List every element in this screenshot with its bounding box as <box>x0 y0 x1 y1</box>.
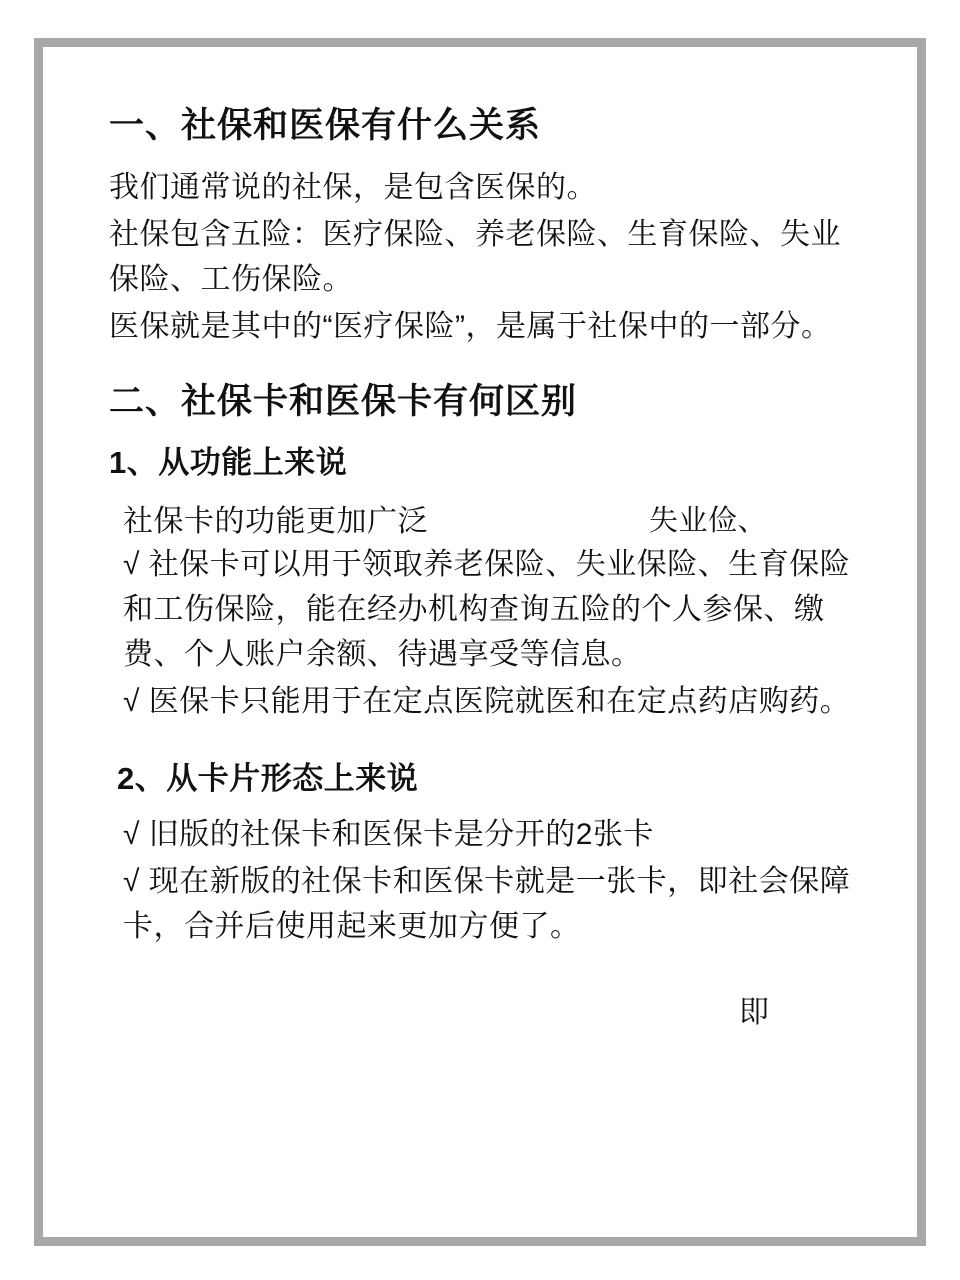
section-heading-1: 一、社保和医保有什么关系 <box>109 106 542 145</box>
subsection-1-lead-right: 失业俭、 <box>649 504 768 537</box>
subsection-1-lead-left: 社保卡的功能更加广泛 <box>123 504 428 538</box>
subsection-heading-1: 1、从功能上来说 <box>109 445 348 480</box>
subsection-1-item-2: √ 医保卡只能用于在定点医院就医和在定点药店购药。 <box>123 684 851 718</box>
subsection-2-item-2: √ 现在新版的社保卡和医保卡就是一张卡，即社会保障卡，合并后使用起来更加方便了。 <box>123 864 851 943</box>
subsection-heading-2: 2、从卡片形态上来说 <box>117 760 419 796</box>
section-1-paragraph-3: 医保就是其中的“医疗保险”，是属于社保中的一部分。 <box>109 309 832 343</box>
page-border-frame <box>34 38 926 1246</box>
section-heading-2: 二、社保卡和医保卡有何区别 <box>109 381 578 421</box>
document-content <box>109 103 857 1031</box>
section-1-paragraph-1: 我们通常说的社保，是包含医保的。 <box>109 170 597 204</box>
subsection-1-item-1: √ 社保卡可以用于领取养老保险、失业保险、生育保险和工伤保险，能在经办机构查询五险的个人参保、缴费、个人账户余额、待遇享受等信息。 <box>123 547 851 671</box>
document-tail-text: 即 <box>739 995 769 1029</box>
section-1-paragraph-2: 社保包含五险：医疗保险、养老保险、生育保险、失业保险、工伤保险。 <box>109 217 841 296</box>
subsection-2-item-1: √ 旧版的社保卡和医保卡是分开的2张卡 <box>123 817 654 851</box>
subsection-1-lead-row <box>109 494 857 542</box>
